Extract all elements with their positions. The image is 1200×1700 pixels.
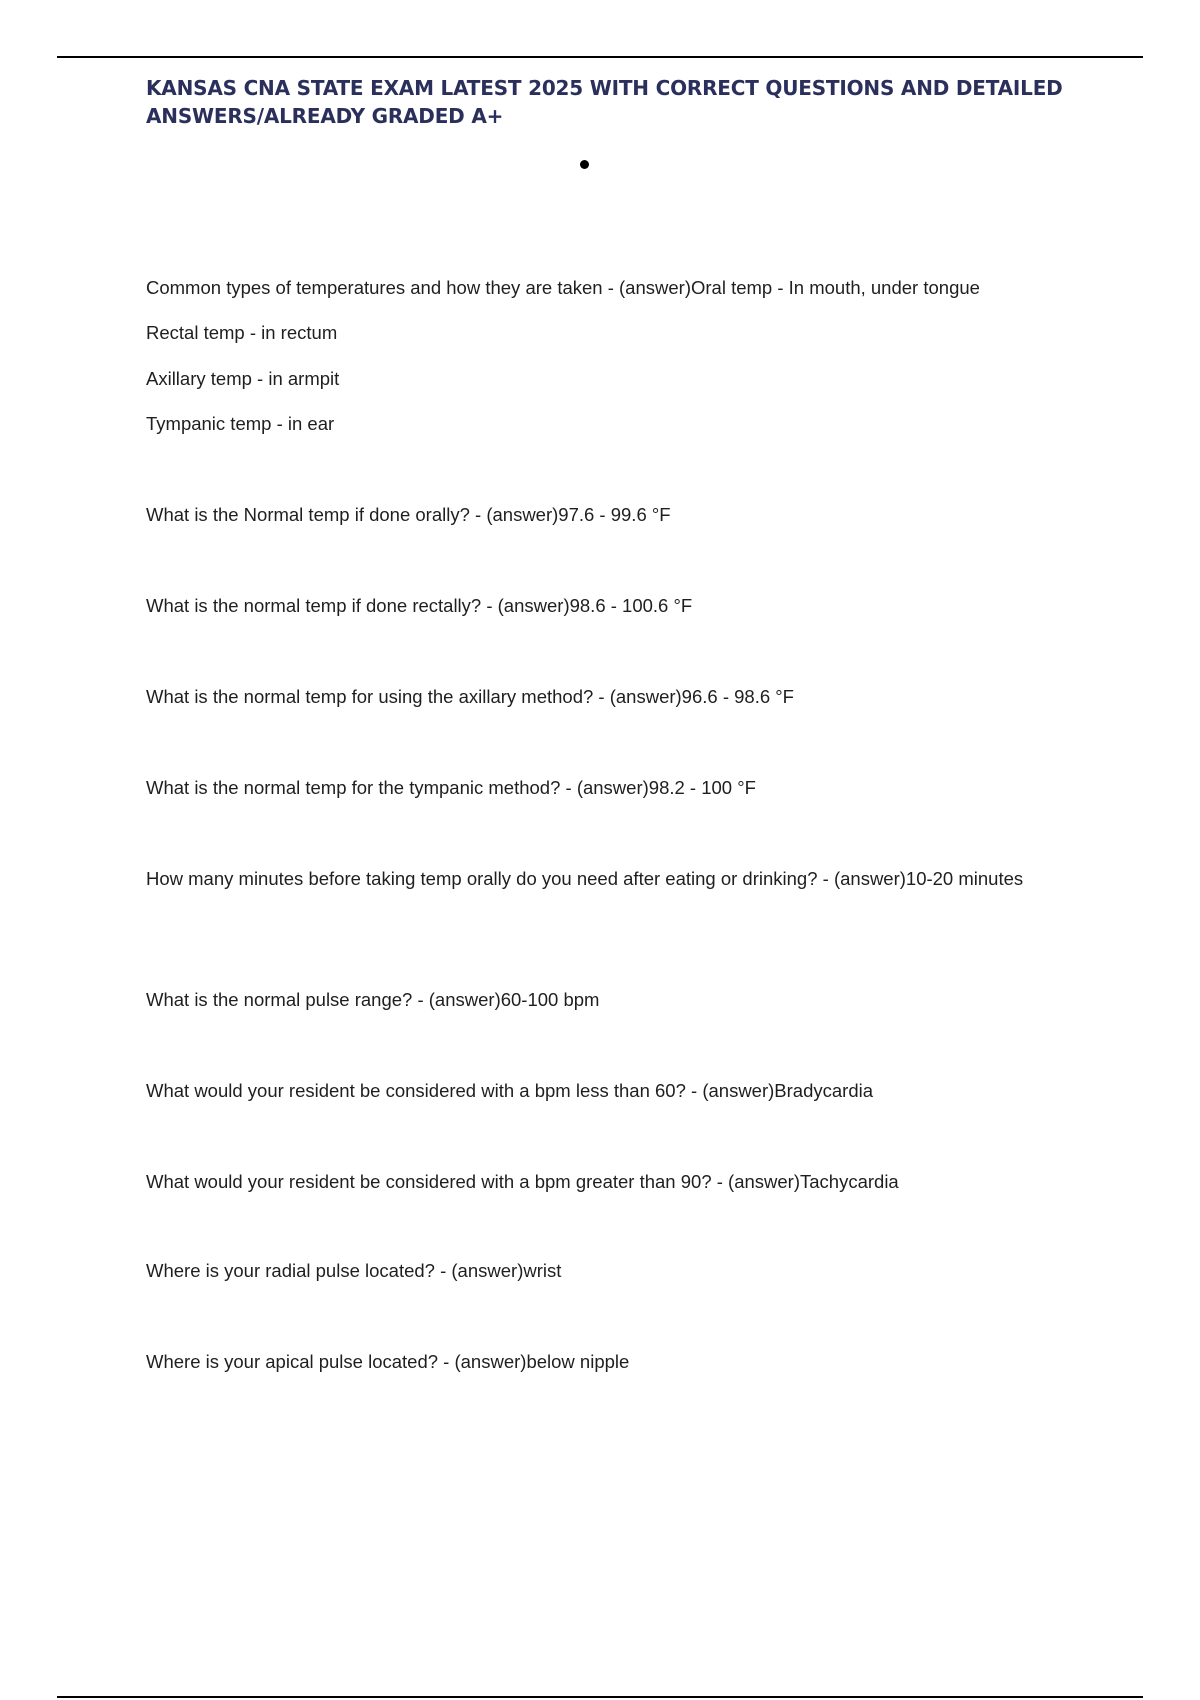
question-radial-pulse: Where is your radial pulse located? - (answer)wrist — [146, 1260, 562, 1281]
text-line-3: Axillary temp - in armpit — [146, 368, 340, 389]
question-apical-pulse: Where is your apical pulse located? - (answer)below nipple — [146, 1351, 630, 1372]
text-line-4: Tympanic temp - in ear — [146, 413, 335, 434]
text-line-1: Common types of temperatures and how they are taken - (answer)Oral temp - In mouth, under tongue — [146, 277, 980, 298]
text-line-2: Rectal temp - in rectum — [146, 322, 338, 343]
question-tachycardia: What would your resident be considered with a bpm greater than 90? - (answer)Tachycardia — [146, 1171, 899, 1192]
document-title: KANSAS CNA STATE EXAM LATEST 2025 WITH CORRECT QUESTIONS AND DETAILED ANSWERS/ALREADY GRADED A+ — [146, 76, 1063, 128]
bottom-divider — [57, 1696, 1143, 1698]
question-rectal-temp: What is the normal temp if done rectally? - (answer)98.6 - 100.6 °F — [146, 595, 693, 616]
question-tympanic-temp: What is the normal temp for the tympanic method? - (answer)98.2 - 100 °F — [146, 777, 756, 798]
question-minutes-after-eating: How many minutes before taking temp orally do you need after eating or drinking? - (answer)10-20 minutes — [146, 868, 1024, 889]
question-pulse-range: What is the normal pulse range? - (answer)60-100 bpm — [146, 989, 600, 1010]
question-bradycardia: What would your resident be considered with a bpm less than 60? - (answer)Bradycardia — [146, 1080, 874, 1101]
question-axillary-temp: What is the normal temp for using the axillary method? - (answer)96.6 - 98.6 °F — [146, 686, 794, 707]
question-oral-temp: What is the Normal temp if done orally? - (answer)97.6 - 99.6 °F — [146, 504, 671, 525]
top-divider — [57, 56, 1143, 58]
bullet-point — [580, 160, 589, 169]
